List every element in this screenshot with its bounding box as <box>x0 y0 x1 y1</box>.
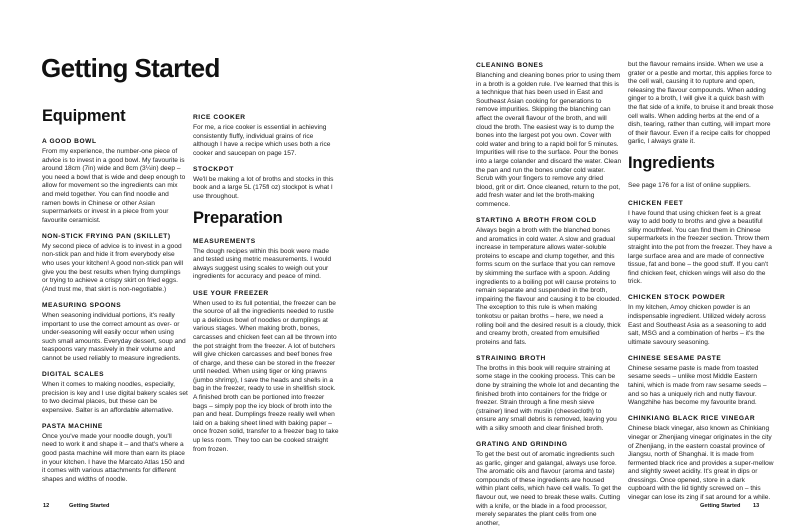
entry-heading: CHICKEN FEET <box>628 199 684 207</box>
entry-chicken-feet <box>628 199 774 287</box>
right-page-number: 13 <box>753 503 760 509</box>
entry-heading: A GOOD BOWL <box>42 138 97 145</box>
page-title: Getting Started <box>41 53 220 83</box>
entry-stockpot <box>193 165 339 202</box>
entry-body: We'll be making a lot of broths and stocks in this book and a large 5L (175fl oz) stockpot is what I use throughout. <box>193 175 334 201</box>
entry-straining-broth <box>476 354 622 434</box>
entry-heading: PASTA MACHINE <box>42 422 103 430</box>
entry-chinkiang-black-rice-vinegar <box>628 414 774 502</box>
entry-a-good-bowl <box>42 137 188 225</box>
right-page-column-2 <box>628 61 774 509</box>
section-heading-equipment: Equipment <box>42 107 126 125</box>
entry-heading: STOCKPOT <box>193 165 234 173</box>
grating-continuation-text: but the flavour remains inside. When we use a grater or a pestle and mortar, this applies force to the cell wall, causing it to rupture and open, releasing the flavour compounds. When adding ginger to a broth, I will give it a quick bash with the flat side of a knife, to bruise it and break those cell walls. When adding herbs at the end of a dish, tearing, rather than cutting, will impart more of their flavour. Even if a recipe calls for chopped garlic, I always grate it. <box>628 61 774 146</box>
entry-rice-cooker <box>193 113 339 158</box>
left-page-column-1 <box>42 107 188 491</box>
entry-body: When it comes to making noodles, especially, precision is key and I use digital bakery scales set to two decimal places, but these can be expensive. Salter is an affordable alternative. <box>42 380 188 414</box>
entry-body: The dough recipes within this book were made and tested using metric measurements. I would always suggest using scales to weigh out your ingredients for accuracy and peace of mind. <box>193 247 332 281</box>
entry-body: Once you've made your noodle dough, you'll need to work it and shape it – and that's where a good pasta machine will more than earn its place in your kitchen. I have the Marcato Atlas 150 and it comes with various attachments for different shapes and widths of noodle. <box>42 432 185 483</box>
right-page-column-1 <box>476 61 622 531</box>
entry-heading: MEASUREMENTS <box>193 237 256 245</box>
right-footer-label: Getting Started <box>700 503 741 509</box>
entry-heading: RICE COOKER <box>193 114 246 121</box>
entry-chicken-stock-powder <box>628 293 774 347</box>
entry-heading: USE YOUR FREEZER <box>193 289 269 297</box>
entry-non-stick-frying-pan <box>42 232 188 295</box>
entry-cleaning-bones <box>476 61 622 210</box>
entry-body: From my experience, the number-one piece of advice is to invest in a good bowl. My favourite is around 18cm (7in) wide and 8cm (3¼in) deep – you need a bowl that is wide and deep enough to allow for movement so the ingredients can mix and meld together. You can find noodle and ramen bowls in Chinese or other Asian supermarkets or invest in a piece from your favourite ceramicist. <box>42 148 186 224</box>
entry-heading: CHICKEN STOCK POWDER <box>628 294 726 302</box>
entry-chinese-sesame-paste <box>628 354 774 408</box>
entry-heading: CHINKIANG BLACK RICE VINEGAR <box>628 415 756 423</box>
entry-body: My second piece of advice is to invest in a good non-stick pan and hide it from everybody else who uses your kitchen! A good non-stick pan will give you the best results when frying dumplings or trying to achieve a crispy skirt on fried eggs. (And trust me, that skirt is non-negotiable.) <box>42 242 184 293</box>
entry-heading: STARTING A BROTH FROM COLD <box>476 217 597 224</box>
entry-starting-a-broth-from-cold <box>476 216 622 347</box>
entry-heading: NON-STICK FRYING PAN (SKILLET) <box>42 232 171 240</box>
section-heading-ingredients: Ingredients <box>628 153 715 172</box>
left-page-number: 12 <box>43 503 50 509</box>
entry-use-your-freezer <box>193 289 339 455</box>
entry-body: Chinese sesame paste is made from toasted sesame seeds – unlike most Middle Eastern tahini, which is made from raw sesame seeds – and so has a uniquely rich and nutty flavour. Wangzhihe has become my favourite brand. <box>628 364 767 407</box>
entry-body: For me, a rice cooker is essential in achieving consistently fluffy, individual grains of rice although I have a recipe which uses both a rice cooker and saucepan on page 157. <box>193 124 331 157</box>
entry-body: When seasoning individual portions, it's really important to use the correct amount as over- or under-seasoning will easily occur when using such small amounts. Everyday dessert, soup and teaspoons vary massively in their volume and cannot be used reliably to measure ingredients. <box>42 311 186 362</box>
left-page-column-2 <box>193 113 339 461</box>
entry-pasta-machine <box>42 422 188 485</box>
entry-heading: DIGITAL SCALES <box>42 370 105 378</box>
entry-body: Blanching and cleaning bones prior to using them in a broth is a golden rule. I've learned that this is a technique that has been used in East and Southeast Asian cooking for generations to remove impurities. Skipping the blanching can affect the overall flavour of the broth, and will cloud the broth. The easiest way is to dump the bones into the largest pot you own. Cover with cold water and bring to a rapid boil for 5 minutes. Impurities will rise to the surface. Pour the bones into a large colander and discard the water. Clean the pan and run the bones under cold water. Scrub with your fingers to remove any dried blood, grit or dirt. Once cleaned, return to the pot, add fresh water and let the broth-making commence. <box>476 72 622 208</box>
entry-body: Chinese black vinegar, also known as Chinkiang vinegar or Zhenjiang vinegar originates in the city of Zhenjiang, in the eastern coastal province of Jiangsu, north of Shanghai. It is made from fermented black rice and provides a super-mellow and slightly sweet acidity. It's great in dips or dressings. Once opened, store in a dark cupboard with the lid tightly screwed on – this vinegar can lose its zing if sat around for a while. <box>628 425 774 502</box>
entry-body: Always begin a broth with the blanched bones and aromatics in cold water. A slow and gradual increase in temperature allows water-soluble proteins to escape and clump together, and this forms scum on the surface that you can remove by skimming the surface with a spoon. Adding ingredients to a boiling pot will cause proteins to remain separate and suspended in the broth, impairing the flavour and causing it to be clouded. The exception to this rule is when making tonkotsu or paitan broths – here, we need a rolling boil and the desired result is a cloudy, thick and creamy broth, created from emulsified proteins and fats. <box>476 227 622 346</box>
entry-heading: GRATING AND GRINDING <box>476 441 568 449</box>
entry-measurements <box>193 237 339 282</box>
left-footer-label: Getting Started <box>69 503 110 509</box>
entry-heading: CHINESE SESAME PASTE <box>628 354 722 362</box>
section-heading-preparation: Preparation <box>193 208 283 227</box>
entry-body: To get the best out of aromatic ingredients such as garlic, ginger and galangal, always use force. The aromatic oils and flavour (aroma and taste) compounds of these ingredients are housed within plant cells, which have cell walls. To get the flavour out, we need to break these walls. Cutting with a knife, or the blade in a food processor, merely separates the plant cells from one another, <box>476 451 622 527</box>
entry-body: I have found that using chicken feet is a great way to add body to broths and give a beautiful silky mouthfeel. You can find them in Chinese supermarkets in the freezer section. Throw them straight into the pot from the freezer. They have a large surface area and are made of connective tissue, fat and bone – the good stuff. If you can't find chicken feet, chicken wings will also do the trick. <box>628 209 772 286</box>
entry-heading: STRAINING BROTH <box>476 354 546 362</box>
ingredients-intro: See page 176 for a list of online suppliers. <box>628 181 751 189</box>
entry-grating-and-grinding <box>476 440 622 528</box>
entry-heading: MEASURING SPOONS <box>42 301 122 309</box>
entry-measuring-spoons <box>42 301 188 364</box>
entry-body: When used to its full potential, the freezer can be the source of all the ingredients needed to rustle up a delicious bowl of noodles or dumplings at various stages. When making broth, bones, carcasses and chicken feet can all be thrown into the pot straight from the freezer. A lot of butchers will give chicken carcasses and beef bones free of charge, and these can be stored in the freezer until needed. When using tiger or king prawns (jumbo shrimp), I save the heads and shells in a bag in the freezer, ready to use in shellfish stock. A finished broth can be portioned into freezer bags – simply pop the icy block of broth into the pan and heat. Dumplings freeze really well when laid on a baking sheet lined with baking paper – once frozen solid, transfer to a freezer bag to take up less room. They too can be cooked straight from frozen. <box>193 299 339 453</box>
entry-heading: CLEANING BONES <box>476 62 544 69</box>
entry-body: In my kitchen, Amoy chicken powder is an indispensable ingredient. Utilized widely across East and Southeast Asia as a seasoning to add salt, MSG and a combination of herbs – it's the ultimate savoury seasoning. <box>628 304 767 346</box>
entry-digital-scales <box>42 370 188 415</box>
entry-body: The broths in this book will require straining at some stage in the cooking process. This can be done by straining the whole lot and decanting the finished broth into containers for the fridge or freezer. Strain through a fine mesh sieve (strainer) lined with muslin (cheesecloth) to ensure any small debris is removed, leaving you with a silky smooth and clear finished broth. <box>476 364 620 432</box>
